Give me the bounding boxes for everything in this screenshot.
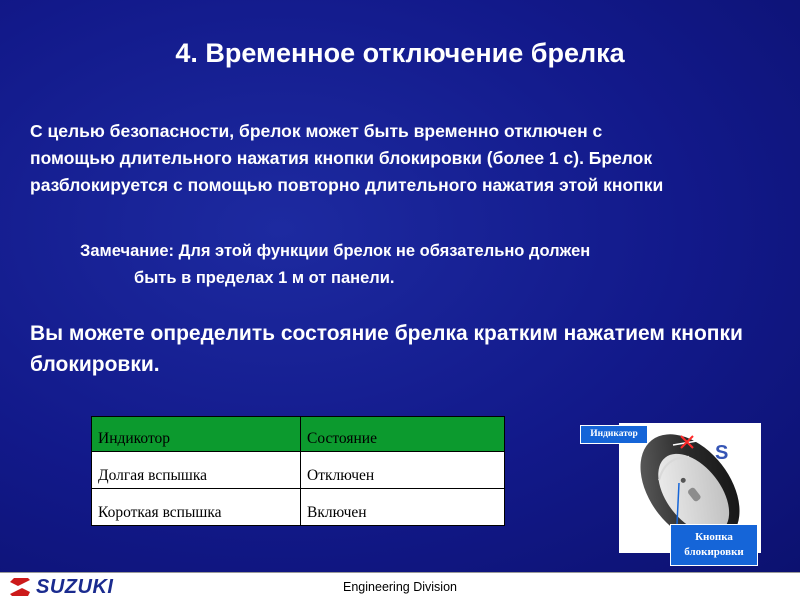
slide-title: 4. Временное отключение брелка bbox=[175, 38, 625, 68]
note-line-2: быть в пределах 1 м от панели. bbox=[134, 269, 395, 287]
table-cell: Включен bbox=[301, 489, 505, 526]
table-cell: Короткая вспышка bbox=[92, 489, 301, 526]
svg-text:S: S bbox=[715, 442, 729, 464]
logo-text: SUZUKI bbox=[36, 575, 114, 598]
intro-paragraph: С целью безопасности, брелок может быть временно отключен с помощью длительного нажатия кнопки блокировки (более 1 с). Брелок разблокируется с помощью повторно длительного нажатия этой кнопки bbox=[30, 121, 664, 195]
table-header-indicator: Индикотор bbox=[92, 417, 301, 452]
lock-button-label bbox=[670, 524, 758, 566]
lock-button-label-line-1: Кнопка bbox=[695, 531, 733, 543]
table-header-state: Состояние bbox=[301, 417, 505, 452]
footer-bar bbox=[0, 572, 800, 601]
state-paragraph: Вы можете определить состояние брелка кратким нажатием кнопки блокировки. bbox=[30, 322, 743, 376]
footer-division: Engineering Division bbox=[343, 580, 457, 594]
indicator-table bbox=[91, 416, 505, 526]
lock-button-label-line-2: блокировки bbox=[684, 546, 744, 558]
table-cell: Отключен bbox=[301, 452, 505, 489]
note-paragraph bbox=[80, 238, 740, 292]
indicator-label: Индикатор bbox=[580, 425, 648, 444]
table-header-row bbox=[92, 417, 505, 452]
table-row bbox=[92, 489, 505, 526]
table-cell: Долгая вспышка bbox=[92, 452, 301, 489]
table-row bbox=[92, 452, 505, 489]
note-line-1: Замечание: Для этой функции брелок не обязательно должен bbox=[80, 242, 591, 260]
